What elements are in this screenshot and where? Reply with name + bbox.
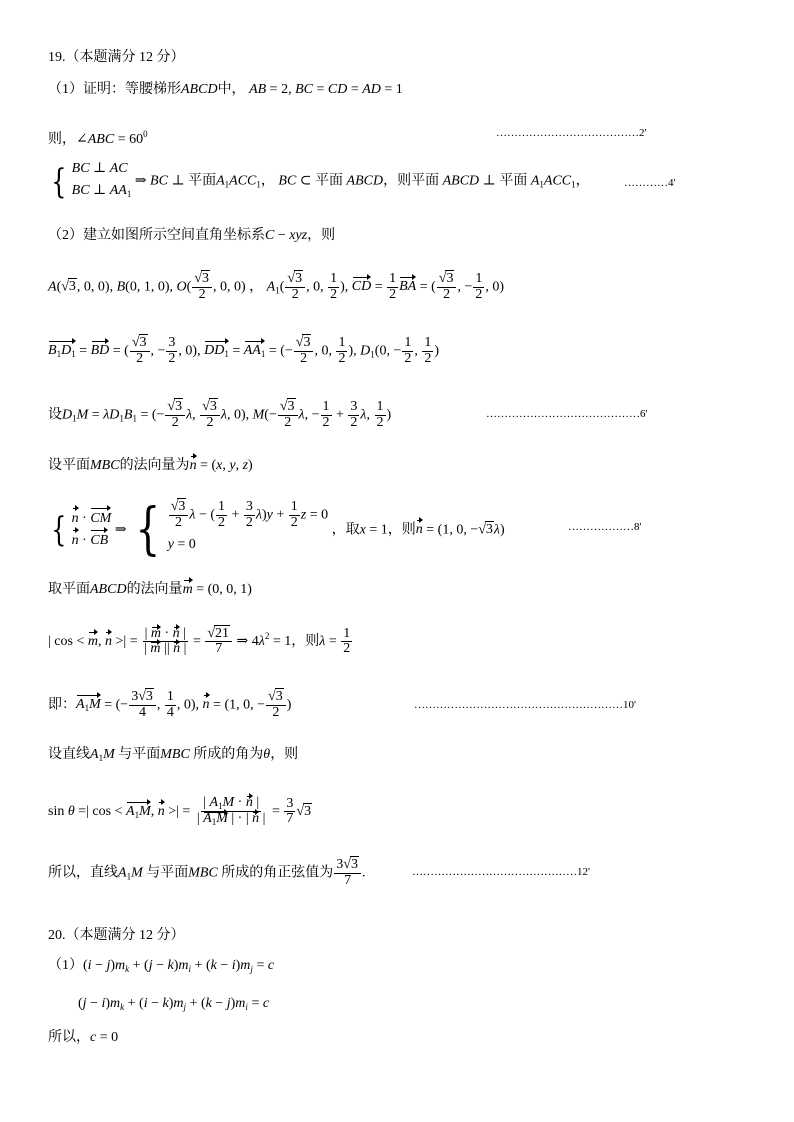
b1d1-line: $B_1D_1$ = BD = ( $\frac{√3}{2}$ , − $\frac{3}{2}$ , 0), $DD_1 = AA_1$ = (− $\frac{√3}{2}$ , 0, $\frac{1}{2}$ ), $D_1(0$, − $\frac{1}{2}$ , $\frac{1}{2}$ ) (48, 335, 440, 366)
score-8: ………………8' (568, 521, 642, 533)
normal-mbc-label2: 的法向量为 (119, 458, 190, 473)
sin-line: sin θ =| $\cos < A_1M$, n >| = $\frac{| A_1M \cdot n |}{| A_1M | \cdot | n |}$ = $\frac{3}{7}$ √3 (48, 795, 312, 828)
angle-label-b: 与平面 (118, 747, 161, 762)
normal-system: { n · CM n · CB (51, 510, 112, 551)
normal-system-line: { n · CM n · CB ⇒ { $\frac{√3}{2}$ λ − ( $\frac{1}{2}$ + $\frac{3}{2}$ λ)y + $\frac{1}{2}$ z = 0 y = 0 ，取x = 1，则n = (1, 0, −√3λ) (48, 500, 505, 560)
angle-abc-line: 则，∠ABC = $60^0$ (48, 129, 148, 147)
p20-eq1: $(1)(i - j)m_k + (j - k)m_i + (k - i)m_j = c$ (48, 958, 275, 974)
score-12: ………………………………………12' (412, 866, 590, 878)
problem-19-header: 19.（本题满分 12 分） (48, 50, 185, 65)
conc-label-a: 所以，直线 (48, 865, 118, 881)
take-x-label2: ，则 (387, 522, 416, 538)
normal-abcd-line: 取平面ABCD的法向量m = (0, 0, 1) (48, 580, 252, 600)
score-4: …………4' (624, 177, 676, 189)
ie-label: 即： (48, 697, 76, 713)
then-lambda-label: ，则 (291, 634, 320, 649)
take-x-label: ，取 (331, 522, 360, 538)
angle-label-c: 所成的角为 (193, 747, 264, 762)
part2-end: ，则 (307, 228, 336, 243)
part2-statement: （2）建立如图所示空间直角坐标系C − xyz，则 (48, 228, 336, 243)
score-6: ……………………………………6' (486, 408, 648, 420)
score-2: …………………………………2' (496, 127, 647, 139)
set-m-line: 设$D_1M = \lambda D_1B_1$ = (− $\frac{√3}{2}$ λ, $\frac{√3}{2}$ λ, 0), M(− $\frac{√3}{2}$ λ, − $\frac{1}{2}$ + $\frac{3}{2}$ λ, $\frac{1}{2}$ ) (48, 399, 392, 430)
p20-part1-label: （1） (48, 958, 83, 973)
normal-mbc-label: 设平面 (48, 458, 90, 473)
normal-abcd-label2: 的法向量 (126, 582, 183, 597)
solved-system: { $\frac{√3}{2}$ λ − ( $\frac{1}{2}$ + $\frac{3}{2}$ λ)y + $\frac{1}{2}$ z = 0 y = 0 (135, 497, 329, 563)
ie-line: 即：$A_1M$ = (− $\frac{3√3}{4}$ , $\frac{1}{4}$ , 0), n = (1, 0, − $\frac{√3}{2}$ ) (48, 689, 292, 720)
perp-system-line: { BC ⊥ AC BC ⊥ $AA_1$ ⇒ BC ⊥ 平面$A_1ACC_1$， BC ⊂ 平面 ABCD，则平面 ABCD ⊥ 平面 $A_1ACC_1$， (48, 158, 590, 205)
angle-label-d: ，则 (270, 747, 299, 762)
problem-20-header: 20.（本题满分 12 分） (48, 928, 185, 943)
conc-label-b: 与平面 (146, 865, 189, 881)
set-label: 设 (48, 407, 62, 423)
p20-conclusion: 所以，c = 0 (48, 1030, 119, 1045)
plane-text: 平面 (188, 173, 217, 189)
perp-system: { BC ⊥ AC BC ⊥ $AA_1$ (51, 161, 132, 202)
normal-abcd-label: 取平面 (48, 582, 90, 597)
part1-prefix: （1）证明：等腰梯形 (48, 82, 181, 97)
p20-so-label: 所以， (48, 1030, 90, 1045)
then-label: 则， (48, 132, 76, 147)
normal-mbc-line: 设平面MBC的法向量为n = (x, y, z) (48, 456, 253, 476)
part2-prefix: （2）建立如图所示空间直角坐标系 (48, 228, 265, 243)
p20-eq2: $(j - i)m_k + (i - k)m_j + (k - j)m_i = c$ (78, 996, 270, 1012)
comma-1: ， (260, 173, 275, 189)
conc-end: . (361, 865, 366, 881)
score-10: …………………………………………………10' (414, 699, 636, 711)
angle-label-a: 设直线 (48, 747, 90, 762)
conclusion-line: 所以，直线$A_1M$ 与平面MBC 所成的角正弦值为 $\frac{3√3}{7}$ . (48, 857, 366, 888)
cos-line: | cos < m, n >| = $\frac{| m \cdot n |}{| m || n |}$ = $\frac{√21}{7}$ ⇒ $4\lambda^2 = 1$，则λ = $\frac{1}{2}$ (48, 625, 351, 657)
angle-line: 设直线$A_1M$ 与平面MBC 所成的角为θ，则 (48, 747, 299, 763)
coordinates-line: A(√3, 0, 0), B(0, 1, 0), O( $\frac{√3}{2}$ , 0, 0) ， $A_1$( $\frac{√3}{2}$ , 0, $\frac{1}{2}$ ), CD = $\frac{1}{2}$ BA = ( $\frac{√3}{2}$ , − $\frac{1}{2}$ , 0) (48, 271, 505, 302)
part1-statement: （1）证明：等腰梯形ABCD中， AB = 2, BC = CD = AD = 1 (48, 82, 403, 97)
conc-label-c: 所成的角正弦值为 (221, 865, 334, 881)
part1-mid: 中， (217, 82, 246, 97)
then-plane: ，则平面 (383, 173, 440, 189)
